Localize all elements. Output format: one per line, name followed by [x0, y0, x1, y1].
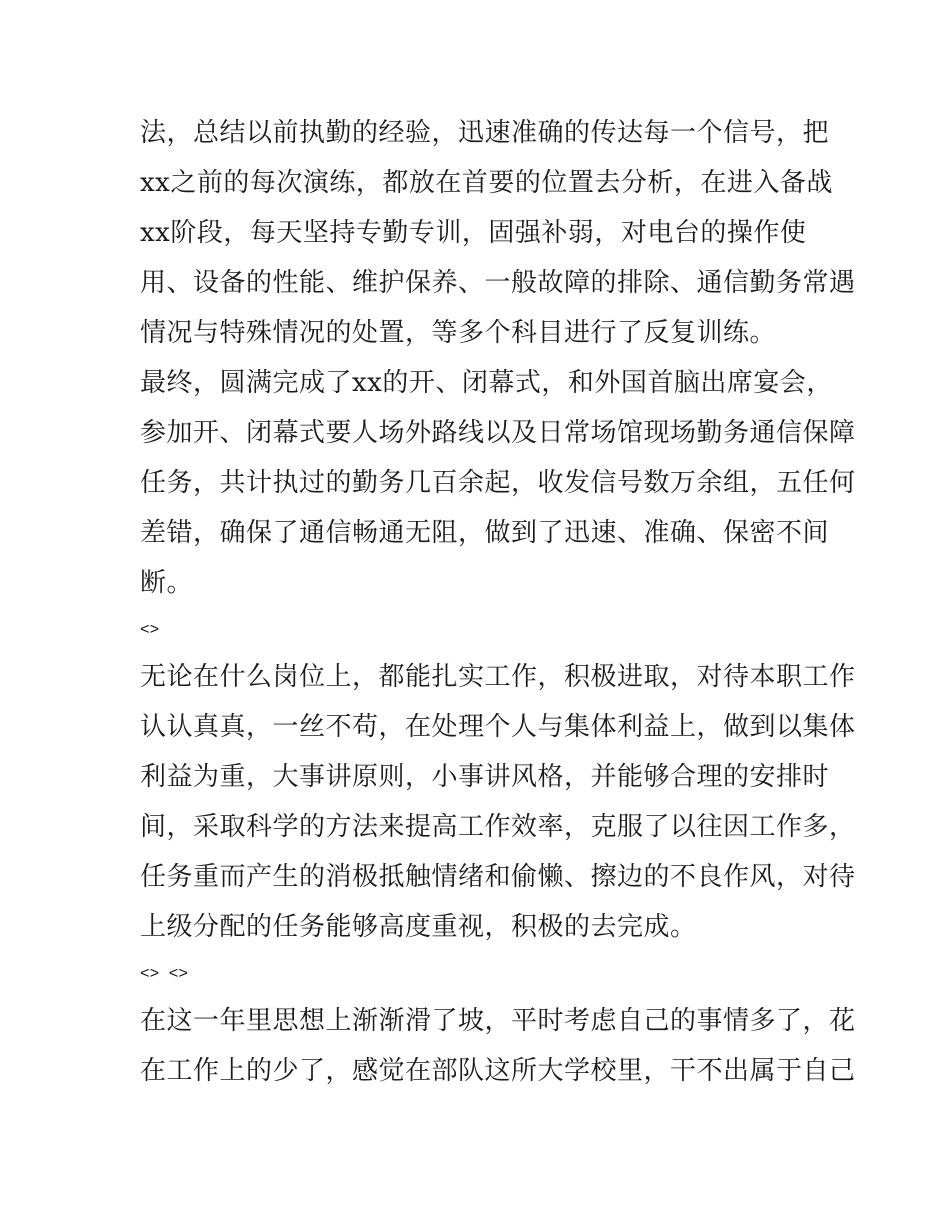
- text-line: 用、设备的性能、维护保养、一般故障的排除、通信勤务常遇: [140, 268, 856, 298]
- text-line: 任务，共计执过的勤务几百余起，收发信号数万余组，五任何: [140, 468, 856, 498]
- document-body: [140, 108, 856, 1096]
- text-line: 上级分配的任务能够高度重视，积极的去完成。: [140, 912, 697, 942]
- text-line: 参加开、闭幕式要人场外路线以及日常场馆现场勤务通信保障: [140, 418, 856, 448]
- text-line: xx阶段，每天坚持专勤专训，固强补弱，对电台的操作使: [140, 218, 807, 248]
- text-line: 断。: [140, 568, 194, 598]
- text-line: 无论在什么岗位上，都能扎实工作，积极进取，对待本职工作: [140, 662, 856, 692]
- text-line: 任务重而产生的消极抵触情绪和偷懒、擦边的不良作风，对待: [140, 862, 856, 892]
- text-line: 利益为重，大事讲原则，小事讲风格，并能够合理的安排时: [140, 762, 830, 792]
- text-line: 差错，确保了通信畅通无阻，做到了迅速、准确、保密不间: [140, 518, 830, 548]
- text-line: 认认真真，一丝不苟，在处理个人与集体利益上，做到以集体: [140, 712, 856, 742]
- text-line: 间，采取科学的方法来提高工作效率，克服了以往因工作多，: [140, 812, 856, 842]
- text-line: 在工作上的少了，感觉在部队这所大学校里，干不出属于自己: [140, 1056, 856, 1086]
- section-marker: <>: [140, 621, 160, 639]
- text-line: 情况与特殊情况的处置，等多个科目进行了反复训练。: [140, 318, 777, 348]
- text-line: 在这一年里思想上渐渐滑了坡，平时考虑自己的事情多了，花: [140, 1006, 856, 1036]
- text-line: 最终，圆满完成了xx的开、闭幕式，和外国首脑出席宴会，: [140, 368, 833, 398]
- section-marker: <> <>: [140, 965, 189, 983]
- text-line: xx之前的每次演练，都放在首要的位置去分析，在进入备战: [140, 168, 833, 198]
- text-line: 法，总结以前执勤的经验，迅速准确的传达每一个信号，把: [140, 118, 830, 148]
